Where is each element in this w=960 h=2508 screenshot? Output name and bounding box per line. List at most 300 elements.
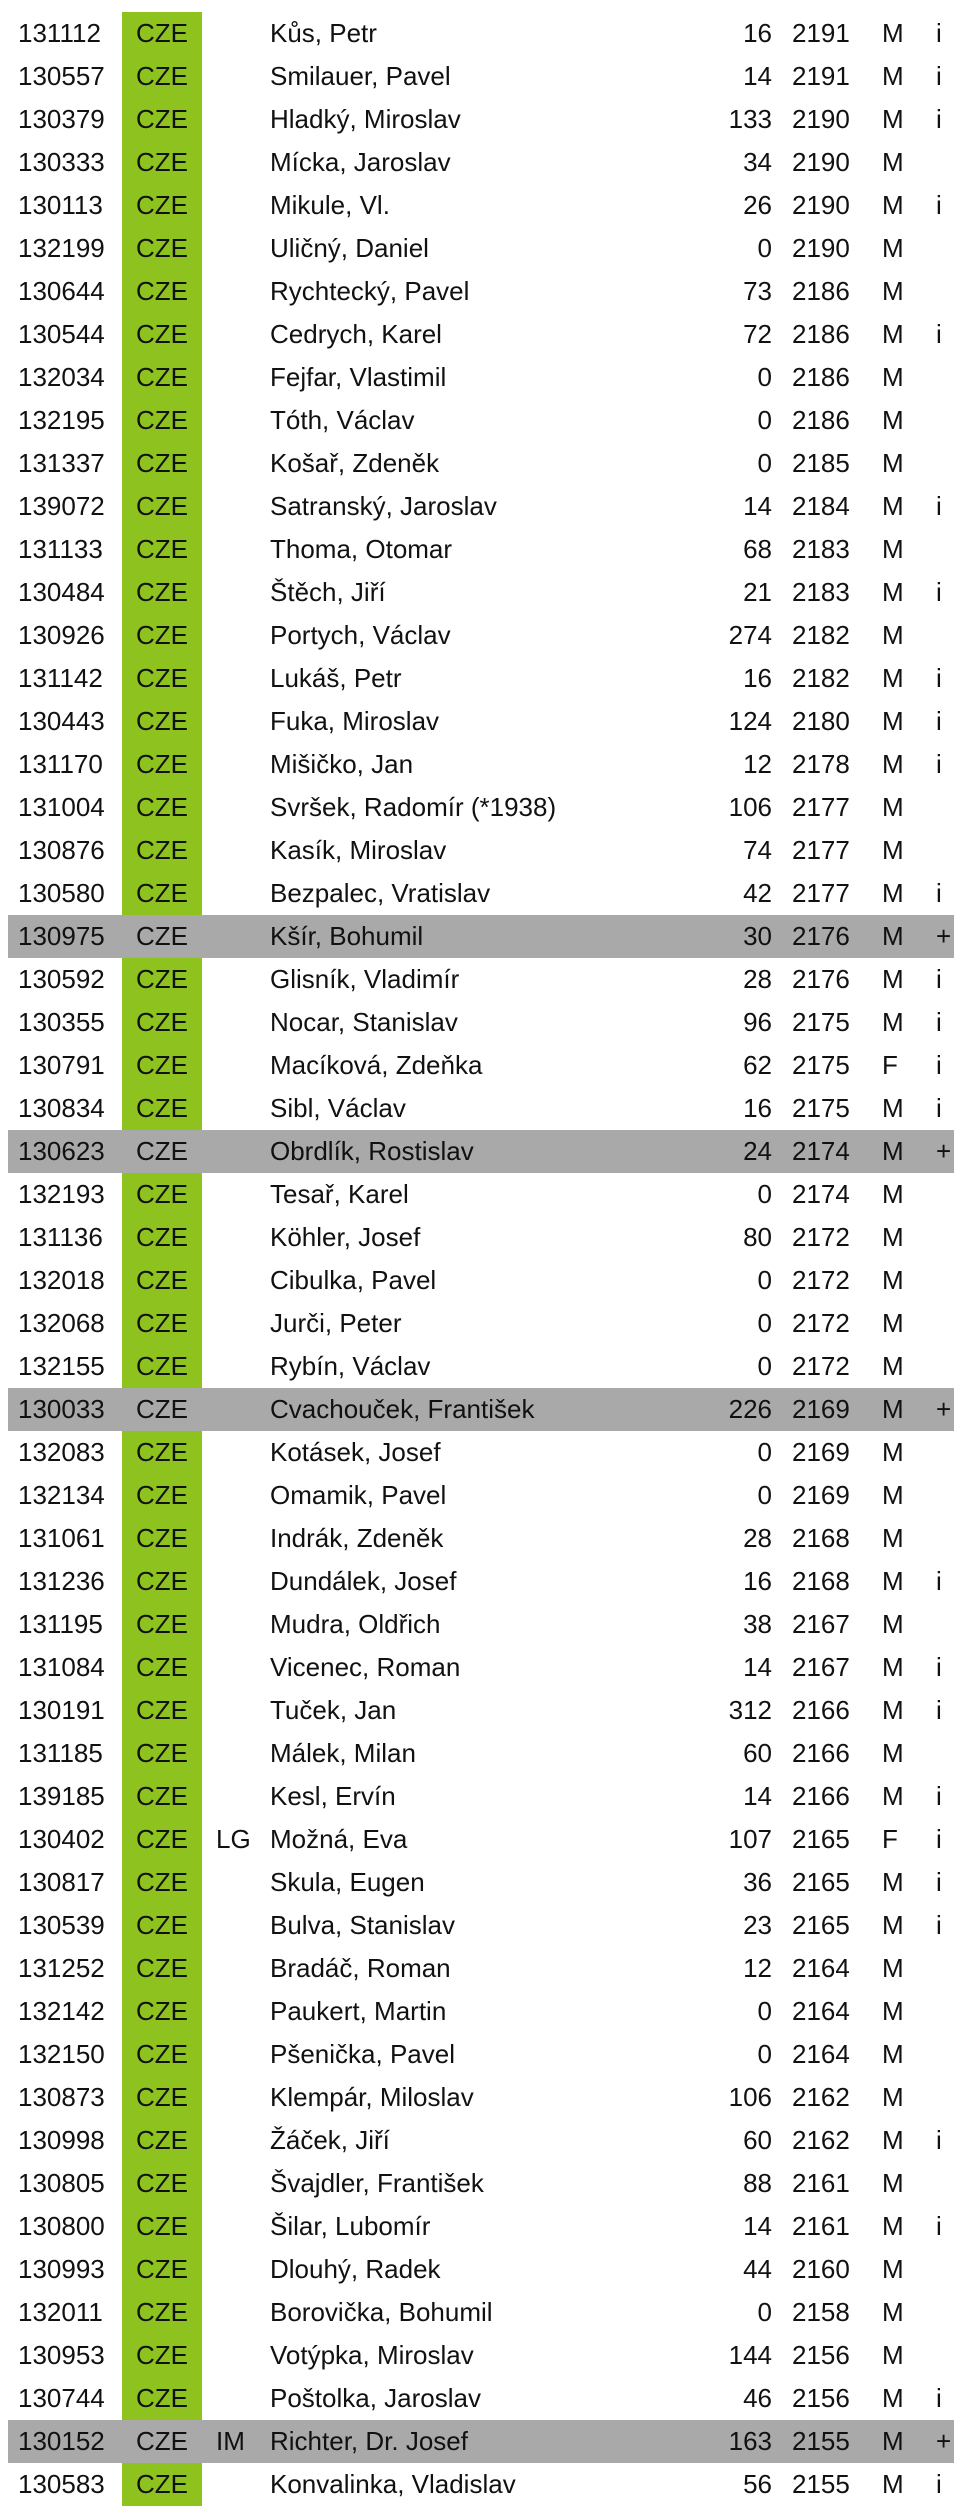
federation: CZE: [122, 1560, 202, 1603]
rating-value: 2172: [792, 1222, 850, 1252]
player-id: 139072: [18, 491, 105, 521]
sex: M: [882, 792, 904, 822]
sex: M: [882, 2297, 904, 2327]
player-id: 130152: [18, 2426, 105, 2456]
rating-value: 2155: [792, 2469, 850, 2499]
games-count: 0: [757, 2039, 772, 2069]
player-id: 132034: [18, 362, 105, 392]
games-count: 73: [743, 276, 772, 306]
games-count: 14: [743, 61, 772, 91]
table-row: [8, 1517, 954, 1560]
player-name: Nocar, Stanislav: [270, 1007, 458, 1037]
sex: M: [882, 1222, 904, 1252]
sex: M: [882, 1093, 904, 1123]
table-row: [8, 313, 954, 356]
player-id: 130926: [18, 620, 105, 650]
player-id: 130791: [18, 1050, 105, 1080]
player-name: Glisník, Vladimír: [270, 964, 460, 994]
table-row: [8, 657, 954, 700]
federation: CZE: [122, 55, 202, 98]
status-flag: +: [936, 2426, 952, 2456]
sex: M: [882, 921, 904, 951]
table-row: [8, 2119, 954, 2162]
federation: CZE: [122, 2334, 202, 2377]
sex: M: [882, 2082, 904, 2112]
sex: M: [882, 706, 904, 736]
table-row: [8, 872, 954, 915]
player-name: Hladký, Miroslav: [270, 104, 461, 134]
player-name: Jurči, Peter: [270, 1308, 402, 1338]
games-count: 26: [743, 190, 772, 220]
status-flag: +: [936, 921, 952, 951]
sex: M: [882, 2426, 904, 2456]
player-id: 130484: [18, 577, 105, 607]
federation: CZE: [122, 313, 202, 356]
table-row: [8, 2377, 954, 2420]
status-flag: i: [936, 964, 942, 994]
player-name: Borovička, Bohumil: [270, 2297, 493, 2327]
rating-value: 2186: [792, 405, 850, 435]
federation: CZE: [122, 2119, 202, 2162]
table-row: [8, 1818, 954, 1861]
table-row: [8, 1259, 954, 1302]
federation: CZE: [122, 356, 202, 399]
status-flag: i: [936, 319, 942, 349]
table-row: [8, 2162, 954, 2205]
games-count: 0: [757, 448, 772, 478]
federation: CZE: [122, 1345, 202, 1388]
federation: CZE: [136, 1136, 188, 1166]
rating-value: 2191: [792, 61, 850, 91]
player-title: IM: [216, 2426, 245, 2456]
federation: CZE: [122, 872, 202, 915]
player-id: 130998: [18, 2125, 105, 2155]
table-row: [8, 356, 954, 399]
sex: M: [882, 2211, 904, 2241]
player-name: Košař, Zdeněk: [270, 448, 440, 478]
player-id: 132155: [18, 1351, 105, 1381]
games-count: 0: [757, 1996, 772, 2026]
games-count: 72: [743, 319, 772, 349]
table-row: [8, 786, 954, 829]
player-id: 130333: [18, 147, 105, 177]
federation: CZE: [122, 270, 202, 313]
player-id: 130402: [18, 1824, 105, 1854]
player-name: Kšír, Bohumil: [270, 921, 424, 951]
player-name: Mišičko, Jan: [270, 749, 414, 779]
games-count: 30: [743, 921, 772, 951]
rating-value: 2156: [792, 2383, 850, 2413]
rating-value: 2165: [792, 1910, 850, 1940]
federation: CZE: [122, 1431, 202, 1474]
federation: CZE: [122, 1646, 202, 1689]
federation: CZE: [122, 12, 202, 55]
player-id: 131084: [18, 1652, 105, 1682]
player-name: Satranský, Jaroslav: [270, 491, 497, 521]
rating-value: 2190: [792, 190, 850, 220]
federation: CZE: [122, 657, 202, 700]
table-row: [8, 528, 954, 571]
player-name: Uličný, Daniel: [270, 233, 429, 263]
status-flag: i: [936, 1652, 942, 1682]
federation: CZE: [122, 700, 202, 743]
player-id: 132195: [18, 405, 105, 435]
rating-value: 2162: [792, 2125, 850, 2155]
sex: M: [882, 319, 904, 349]
games-count: 14: [743, 2211, 772, 2241]
sex: M: [882, 61, 904, 91]
player-name: Mikule, Vl.: [270, 190, 390, 220]
rating-value: 2165: [792, 1824, 850, 1854]
player-id: 130539: [18, 1910, 105, 1940]
rating-value: 2164: [792, 1953, 850, 1983]
sex: M: [882, 1394, 904, 1424]
player-name: Klempár, Miloslav: [270, 2082, 474, 2112]
rating-value: 2177: [792, 878, 850, 908]
games-count: 14: [743, 491, 772, 521]
federation: CZE: [122, 614, 202, 657]
player-name: Rybín, Václav: [270, 1351, 431, 1381]
games-count: 60: [743, 1738, 772, 1768]
player-id: 130544: [18, 319, 105, 349]
player-name: Šilar, Lubomír: [270, 2211, 431, 2241]
federation: CZE: [122, 2076, 202, 2119]
games-count: 23: [743, 1910, 772, 1940]
status-flag: i: [936, 190, 942, 220]
status-flag: i: [936, 1007, 942, 1037]
table-row: [8, 915, 954, 958]
games-count: 21: [743, 577, 772, 607]
player-id: 132150: [18, 2039, 105, 2069]
sex: F: [882, 1050, 898, 1080]
player-name: Tóth, Václav: [270, 405, 415, 435]
games-count: 0: [757, 233, 772, 263]
player-name: Tuček, Jan: [270, 1695, 397, 1725]
rating-value: 2177: [792, 792, 850, 822]
player-name: Štěch, Jiří: [270, 577, 386, 607]
player-title: LG: [216, 1824, 251, 1854]
games-count: 28: [743, 1523, 772, 1553]
games-count: 42: [743, 878, 772, 908]
federation: CZE: [122, 958, 202, 1001]
games-count: 14: [743, 1652, 772, 1682]
sex: M: [882, 620, 904, 650]
table-row: [8, 1044, 954, 1087]
table-row: [8, 743, 954, 786]
table-row: [8, 571, 954, 614]
rating-value: 2175: [792, 1007, 850, 1037]
games-count: 163: [728, 2426, 772, 2456]
federation: CZE: [122, 485, 202, 528]
federation: CZE: [122, 1775, 202, 1818]
player-id: 131195: [18, 1609, 103, 1639]
games-count: 38: [743, 1609, 772, 1639]
federation: CZE: [122, 1216, 202, 1259]
federation: CZE: [122, 1732, 202, 1775]
rating-value: 2158: [792, 2297, 850, 2327]
games-count: 0: [757, 2297, 772, 2327]
games-count: 16: [743, 1093, 772, 1123]
games-count: 133: [728, 104, 772, 134]
status-flag: i: [936, 61, 942, 91]
status-flag: i: [936, 1566, 942, 1596]
federation: CZE: [122, 2205, 202, 2248]
status-flag: i: [936, 1910, 942, 1940]
federation: CZE: [122, 1259, 202, 1302]
sex: M: [882, 964, 904, 994]
sex: M: [882, 1867, 904, 1897]
table-row: [8, 1431, 954, 1474]
table-row: [8, 1947, 954, 1990]
federation: CZE: [122, 2033, 202, 2076]
sex: M: [882, 1953, 904, 1983]
rating-value: 2169: [792, 1437, 850, 1467]
games-count: 16: [743, 18, 772, 48]
rating-value: 2174: [792, 1179, 850, 1209]
games-count: 107: [728, 1824, 772, 1854]
rating-value: 2161: [792, 2168, 850, 2198]
games-count: 106: [728, 792, 772, 822]
sex: M: [882, 1136, 904, 1166]
table-row: [8, 485, 954, 528]
sex: M: [882, 1480, 904, 1510]
player-name: Švajdler, František: [270, 2168, 484, 2198]
player-name: Fejfar, Vlastimil: [270, 362, 447, 392]
rating-value: 2156: [792, 2340, 850, 2370]
federation: CZE: [122, 528, 202, 571]
player-name: Obrdlík, Rostislav: [270, 1136, 474, 1166]
player-name: Skula, Eugen: [270, 1867, 425, 1897]
player-name: Pšenička, Pavel: [270, 2039, 455, 2069]
games-count: 16: [743, 663, 772, 693]
sex: M: [882, 1351, 904, 1381]
player-id: 131142: [18, 663, 103, 693]
table-row: [8, 829, 954, 872]
status-flag: i: [936, 2469, 942, 2499]
table-row: [8, 55, 954, 98]
player-name: Cedrych, Karel: [270, 319, 442, 349]
sex: M: [882, 2469, 904, 2499]
rating-value: 2160: [792, 2254, 850, 2284]
player-id: 131252: [18, 1953, 105, 1983]
games-count: 44: [743, 2254, 772, 2284]
player-name: Bezpalec, Vratislav: [270, 878, 491, 908]
table-row: [8, 2205, 954, 2248]
player-name: Rychtecký, Pavel: [270, 276, 470, 306]
player-id: 132142: [18, 1996, 105, 2026]
federation: CZE: [122, 442, 202, 485]
federation: CZE: [136, 921, 188, 951]
player-id: 131185: [18, 1738, 103, 1768]
federation: CZE: [122, 1947, 202, 1990]
games-count: 36: [743, 1867, 772, 1897]
player-name: Bulva, Stanislav: [270, 1910, 455, 1940]
games-count: 106: [728, 2082, 772, 2112]
player-id: 130817: [18, 1867, 105, 1897]
games-count: 14: [743, 1781, 772, 1811]
status-flag: i: [936, 706, 942, 736]
player-name: Poštolka, Jaroslav: [270, 2383, 481, 2413]
rating-value: 2172: [792, 1308, 850, 1338]
status-flag: i: [936, 1781, 942, 1811]
sex: M: [882, 1996, 904, 2026]
federation: CZE: [122, 786, 202, 829]
sex: M: [882, 534, 904, 564]
sex: M: [882, 835, 904, 865]
player-id: 132018: [18, 1265, 105, 1295]
player-name: Bradáč, Roman: [270, 1953, 451, 1983]
table-row: [8, 12, 954, 55]
status-flag: i: [936, 491, 942, 521]
sex: M: [882, 1910, 904, 1940]
status-flag: i: [936, 2125, 942, 2155]
player-id: 131170: [18, 749, 103, 779]
player-name: Portych, Václav: [270, 620, 451, 650]
rating-value: 2177: [792, 835, 850, 865]
rating-value: 2184: [792, 491, 850, 521]
rating-value: 2166: [792, 1695, 850, 1725]
player-id: 130191: [18, 1695, 105, 1725]
sex: M: [882, 1781, 904, 1811]
player-id: 130557: [18, 61, 105, 91]
federation: CZE: [122, 2377, 202, 2420]
player-id: 132068: [18, 1308, 105, 1338]
player-name: Možná, Eva: [270, 1824, 408, 1854]
player-name: Mícka, Jaroslav: [270, 147, 451, 177]
sex: M: [882, 233, 904, 263]
rating-value: 2174: [792, 1136, 850, 1166]
federation: CZE: [122, 1474, 202, 1517]
player-id: 139185: [18, 1781, 105, 1811]
table-row: [8, 614, 954, 657]
rating-value: 2164: [792, 1996, 850, 2026]
games-count: 28: [743, 964, 772, 994]
player-name: Kůs, Petr: [270, 18, 377, 48]
player-id: 130644: [18, 276, 105, 306]
player-name: Cvachouček, František: [270, 1394, 535, 1424]
player-id: 130834: [18, 1093, 105, 1123]
player-name: Kasík, Miroslav: [270, 835, 447, 865]
rating-value: 2164: [792, 2039, 850, 2069]
sex: M: [882, 1652, 904, 1682]
federation: CZE: [122, 1603, 202, 1646]
federation: CZE: [122, 1818, 202, 1861]
federation: CZE: [122, 2162, 202, 2205]
rating-value: 2165: [792, 1867, 850, 1897]
federation: CZE: [136, 2426, 188, 2456]
player-name: Mudra, Oldřich: [270, 1609, 441, 1639]
rating-value: 2183: [792, 577, 850, 607]
sex: M: [882, 1523, 904, 1553]
player-id: 130580: [18, 878, 105, 908]
table-row: [8, 1603, 954, 1646]
rating-value: 2155: [792, 2426, 850, 2456]
games-count: 124: [728, 706, 772, 736]
rating-value: 2167: [792, 1652, 850, 1682]
federation: CZE: [122, 829, 202, 872]
sex: M: [882, 1308, 904, 1338]
status-flag: i: [936, 663, 942, 693]
table-row: [8, 2248, 954, 2291]
player-id: 132193: [18, 1179, 105, 1209]
sex: M: [882, 878, 904, 908]
player-id: 131133: [18, 534, 103, 564]
table-row: [8, 2334, 954, 2377]
table-row: [8, 1474, 954, 1517]
games-count: 68: [743, 534, 772, 564]
sex: M: [882, 491, 904, 521]
federation: CZE: [122, 1044, 202, 1087]
rating-value: 2176: [792, 921, 850, 951]
table-row: [8, 1001, 954, 1044]
federation: CZE: [122, 399, 202, 442]
rating-table: [8, 12, 954, 2506]
games-count: 16: [743, 1566, 772, 1596]
rating-value: 2172: [792, 1351, 850, 1381]
games-count: 56: [743, 2469, 772, 2499]
federation: CZE: [122, 2248, 202, 2291]
rating-value: 2166: [792, 1738, 850, 1768]
federation: CZE: [122, 1861, 202, 1904]
games-count: 12: [743, 1953, 772, 1983]
table-row: [8, 958, 954, 1001]
status-flag: i: [936, 577, 942, 607]
player-name: Tesař, Karel: [270, 1179, 409, 1209]
player-name: Dundálek, Josef: [270, 1566, 457, 1596]
games-count: 74: [743, 835, 772, 865]
rating-value: 2190: [792, 104, 850, 134]
player-name: Fuka, Miroslav: [270, 706, 440, 736]
table-row: [8, 98, 954, 141]
federation: CZE: [122, 1001, 202, 1044]
rating-value: 2168: [792, 1566, 850, 1596]
rating-value: 2169: [792, 1394, 850, 1424]
games-count: 24: [743, 1136, 772, 1166]
rating-value: 2178: [792, 749, 850, 779]
table-row: [8, 2076, 954, 2119]
player-id: 132083: [18, 1437, 105, 1467]
games-count: 62: [743, 1050, 772, 1080]
sex: M: [882, 1007, 904, 1037]
games-count: 274: [728, 620, 772, 650]
sex: M: [882, 2254, 904, 2284]
rating-value: 2186: [792, 362, 850, 392]
status-flag: i: [936, 878, 942, 908]
games-count: 0: [757, 1179, 772, 1209]
federation: CZE: [122, 1904, 202, 1947]
rating-value: 2161: [792, 2211, 850, 2241]
rating-value: 2166: [792, 1781, 850, 1811]
federation: CZE: [122, 743, 202, 786]
sex: M: [882, 405, 904, 435]
federation: CZE: [122, 227, 202, 270]
rating-value: 2168: [792, 1523, 850, 1553]
player-id: 131136: [18, 1222, 103, 1252]
rating-value: 2172: [792, 1265, 850, 1295]
status-flag: i: [936, 2383, 942, 2413]
player-name: Dlouhý, Radek: [270, 2254, 441, 2284]
sex: M: [882, 2383, 904, 2413]
rating-value: 2167: [792, 1609, 850, 1639]
federation: CZE: [122, 141, 202, 184]
table-row: [8, 1990, 954, 2033]
player-id: 130583: [18, 2469, 105, 2499]
games-count: 88: [743, 2168, 772, 2198]
sex: M: [882, 2168, 904, 2198]
rating-value: 2180: [792, 706, 850, 736]
rating-value: 2175: [792, 1093, 850, 1123]
table-row: [8, 1775, 954, 1818]
